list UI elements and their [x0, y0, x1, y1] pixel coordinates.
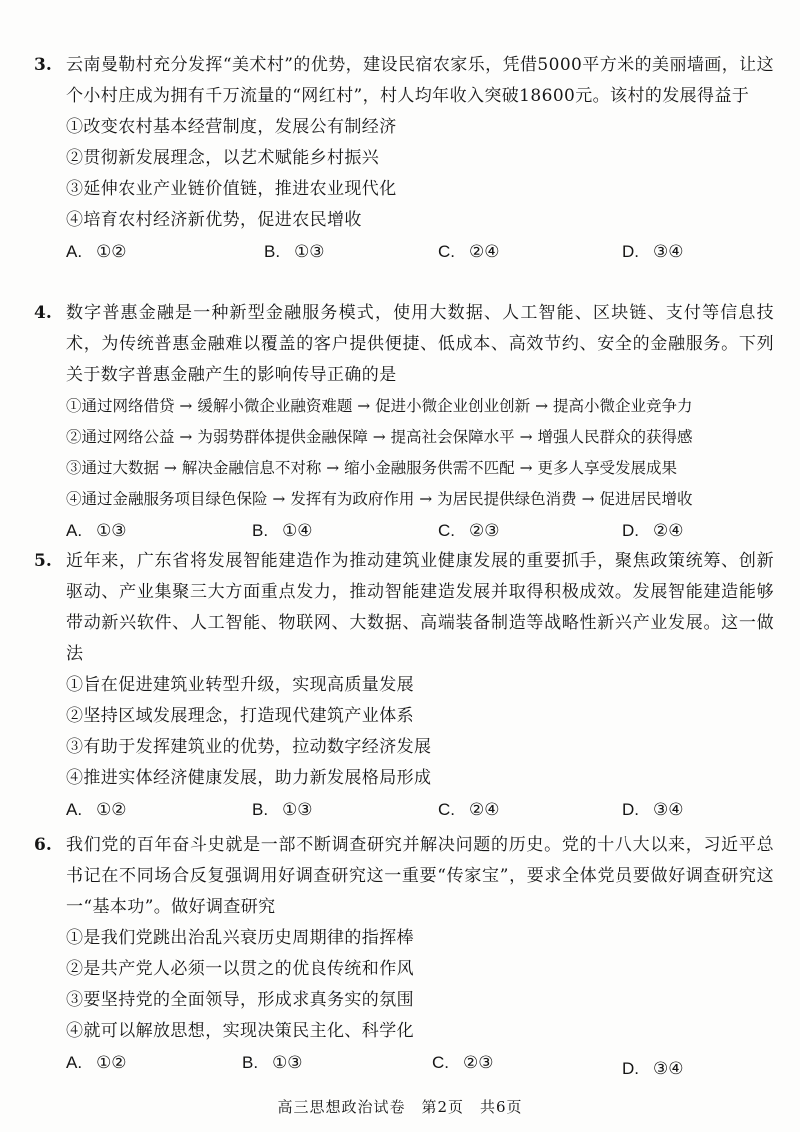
choice-b[interactable]: B. ①③	[252, 800, 313, 820]
statement-3: ③通过大数据 → 解决金融信息不对称 → 缩小金融服务供需不匹配 → 更多人享受发展成果	[66, 459, 678, 477]
statement-2: ②坚持区域发展理念，打造现代建筑产业体系	[66, 706, 414, 726]
statement-3: ③延伸农业产业链价值链，推进农业现代化	[66, 179, 397, 199]
statement-4: ④推进实体经济健康发展，助力新发展格局形成	[66, 768, 432, 788]
question-stem: 云南曼勒村充分发挥“美术村”的优势，建设民宿农家乐，凭借5000平方米的美丽墙画，让这个小村庄成为拥有千万流量的“网红村”，村人均年收入突破18600元。该村的发展得益于	[66, 55, 774, 106]
choice-c[interactable]: C. ②③	[432, 1053, 494, 1073]
statement-2: ②贯彻新发展理念，以艺术赋能乡村振兴	[66, 148, 380, 168]
statement-1: ①通过网络借贷 → 缓解小微企业融资难题 → 促进小微企业创业创新 → 提高小微企业竞争力	[66, 397, 693, 415]
statement-3: ③有助于发挥建筑业的优势，拉动数字经济发展	[66, 737, 432, 757]
question-stem: 近年来，广东省将发展智能建造作为推动建筑业健康发展的重要抓手，聚焦政策统筹、创新驱动、产业集聚三大方面重点发力，推动智能建造发展并取得积极成效。发展智能建造能够带动新兴软件、人工智能、物联网、大数据、高端装备制造等战略性新兴产业发展。这一做法	[66, 551, 774, 664]
choice-a[interactable]: A. ①②	[66, 1053, 127, 1073]
choice-a[interactable]: A. ①③	[66, 521, 127, 541]
choice-b[interactable]: B. ①③	[242, 1053, 303, 1073]
question-4	[34, 298, 774, 546]
choice-d[interactable]: D. ③④	[622, 242, 684, 262]
choice-d[interactable]: D. ②④	[622, 521, 684, 541]
answer-choices	[66, 236, 774, 267]
choice-c[interactable]: C. ②④	[438, 800, 500, 820]
question-number: 5.	[34, 551, 52, 571]
statement-1: ①是我们党跳出治乱兴衰历史周期律的指挥棒	[66, 928, 414, 948]
question-number: 3.	[34, 55, 52, 75]
statement-4: ④就可以解放思想，实现决策民主化、科学化	[66, 1021, 414, 1041]
question-3	[34, 50, 774, 267]
question-number: 4.	[34, 303, 52, 323]
statement-1: ①旨在促进建筑业转型升级，实现高质量发展	[66, 675, 414, 695]
statement-1: ①改变农村基本经营制度，发展公有制经济	[66, 117, 397, 137]
choice-c[interactable]: C. ②④	[438, 242, 500, 262]
question-stem: 数字普惠金融是一种新型金融服务模式，使用大数据、人工智能、区块链、支付等信息技术，为传统普惠金融难以覆盖的客户提供便捷、低成本、高效节约、安全的金融服务。下列关于数字普惠金融产生的影响传导正确的是	[66, 303, 774, 385]
statement-4: ④通过金融服务项目绿色保险 → 发挥有为政府作用 → 为居民提供绿色消费 → 促进居民增收	[66, 490, 693, 508]
answer-choices	[66, 515, 774, 546]
question-6	[34, 830, 774, 1078]
choice-d[interactable]: D. ③④	[622, 800, 684, 820]
choice-a[interactable]: A. ①②	[66, 800, 127, 820]
statement-3: ③要坚持党的全面领导，形成求真务实的氛围	[66, 990, 414, 1010]
answer-choices	[66, 1047, 774, 1078]
question-number: 6.	[34, 835, 52, 855]
answer-choices	[66, 794, 774, 825]
statement-4: ④培育农村经济新优势，促进农民增收	[66, 210, 362, 230]
statement-2: ②通过网络公益 → 为弱势群体提供金融保障 → 提高社会保障水平 → 增强人民群众的获得感	[66, 428, 693, 446]
choice-b[interactable]: B. ①③	[264, 242, 325, 262]
question-stem: 我们党的百年奋斗史就是一部不断调查研究并解决问题的历史。党的十八大以来，习近平总书记在不同场合反复强调用好调查研究这一重要“传家宝”，要求全体党员要做好调查研究这一“基本功”。做好调查研究	[66, 835, 774, 917]
choice-b[interactable]: B. ①④	[252, 521, 313, 541]
choice-c[interactable]: C. ②③	[438, 521, 500, 541]
page-footer: 高三思想政治试卷 第2页 共6页	[277, 1098, 523, 1116]
question-5	[34, 546, 774, 825]
choice-a[interactable]: A. ①②	[66, 242, 127, 262]
choice-d[interactable]: D. ③④	[622, 1059, 684, 1079]
statement-2: ②是共产党人必须一以贯之的优良传统和作风	[66, 959, 414, 979]
